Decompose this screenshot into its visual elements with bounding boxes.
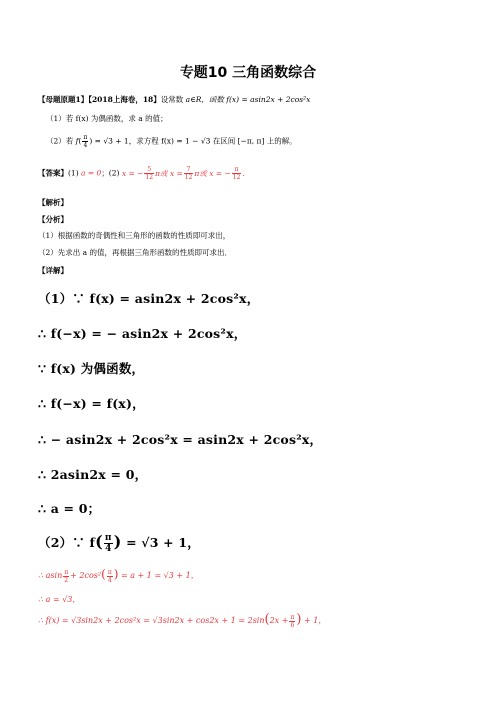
step-2: ∴ f(−x) = − asin2x + 2cos²x， [38,326,247,341]
step-9-f2-den: 4 [107,576,112,584]
step-1: （1）∵ f(x) = asin2x + 2cos²x， [38,291,260,306]
step-8-pre: （2）∵ f [38,535,96,550]
step-9-pre: ∴ asin [38,571,63,580]
stem-text: 设常数 [160,95,184,104]
step-11-arg: 2x + [269,616,289,625]
ans-f2-den: 12 [184,174,193,181]
step-10-text: ∴ a = √3， [38,595,81,604]
part2-pre: （2）若 [46,136,74,146]
step-6: ∴ 2asin2x = 0， [38,467,148,482]
step-10 [38,594,80,605]
step-8: （2）∵ f( $\frac{\pi}{4}$ ) = √3 + 1， [38,532,200,554]
problem-part2: （2）若 f( $\frac{\pi}{4}$ ) = √3 + 1，求方程 f(x) = 1 − √3 在区间 [−π, π] 上的解。 [46,134,297,149]
fenxi-label: 【分析】 [38,215,68,224]
xiangjie-label: 【详解】 [38,266,68,275]
ans-f1-num: 5 [144,166,154,174]
answer-p2 [121,166,245,181]
step-11-f-num: π [290,613,295,621]
ans-f3-den: 12 [232,174,241,181]
answer-label: 【答案】 [38,168,68,178]
ans-f2-num: 7 [184,166,194,174]
step-9-post: = a + 1 = √3 + 1， [121,571,199,580]
step-11-post: + 1， [304,616,327,625]
step-9-mid: + 2cos² [70,571,102,580]
ans-or1: π或 x = [155,168,183,178]
problem-source: 【2018上海卷，18】 [88,95,161,104]
stem-func: f(x) = asin2x + 2cos²x [226,95,311,104]
problem-stem [38,95,310,105]
step-11: ∴ f(x) = √3sin2x + 2cos²x = √3sin2x + cos2x + 1 = 2sin(2x + $\frac{\pi}{6}$ ) + 1， [38,612,327,629]
answer-sep: ；(2) [101,168,120,178]
part2-eq: = √3 + 1，求方程 f(x) = 1 − √3 在区间 [−π, π] 上的解。 [94,136,297,146]
problem-tag: 【母题原题1】 [38,95,89,104]
analysis-1: （1）根据函数的奇偶性和三角形的函数的性质即可求出， [38,231,231,240]
step-8-frac-den: 4 [105,544,112,554]
frac-den: 4 [83,142,88,149]
step-7: ∴ a = 0； [38,501,101,516]
ans-end: . [242,168,245,178]
ans-or2: π或 x = − [194,168,231,178]
step-9-f1-num: π [64,568,69,576]
problem-part1: （1）若 f(x) 为偶函数，求 a 的值； [46,114,168,123]
page-title: 专题10 三角函数综合 [179,65,317,81]
step-8-post: = √3 + 1， [126,535,200,550]
step-11-pre: ∴ f(x) = √3sin2x + 2cos²x = √3sin2x + cos2x + 1 = 2sin [38,616,265,625]
answer-p1: a = 0 [81,168,102,178]
analysis-2: （2）先求出 a 的值，再根据三角形函数的性质即可求出． [38,248,233,257]
jiexi-label: 【解析】 [38,198,68,207]
step-11-f-den: 6 [290,621,295,629]
ans-f1-den: 12 [145,174,154,181]
stem-var: a∈R，函数 [185,95,224,104]
step-9: ∴ asin $\frac{\pi}{2}$ + 2cos²( $\frac{\pi}{4}$ ) = a + 1 = √3 + 1， [38,567,199,584]
step-9-f1-den: 2 [64,576,69,584]
answer-line [38,166,245,181]
ans-x: x = − [121,168,144,178]
step-8-frac-num: π [104,533,112,543]
step-3: ∵ f(x) 为偶函数， [38,361,145,376]
ans-f3-num: π [232,166,242,174]
frac-num: π [83,134,88,141]
step-4: ∴ f(−x) = f(x)， [38,396,145,411]
answer-p1-pre: (1) [68,168,79,178]
step-9-f2-num: π [107,568,112,576]
step-5: ∴ − asin2x + 2cos²x = asin2x + 2cos²x， [38,432,323,447]
